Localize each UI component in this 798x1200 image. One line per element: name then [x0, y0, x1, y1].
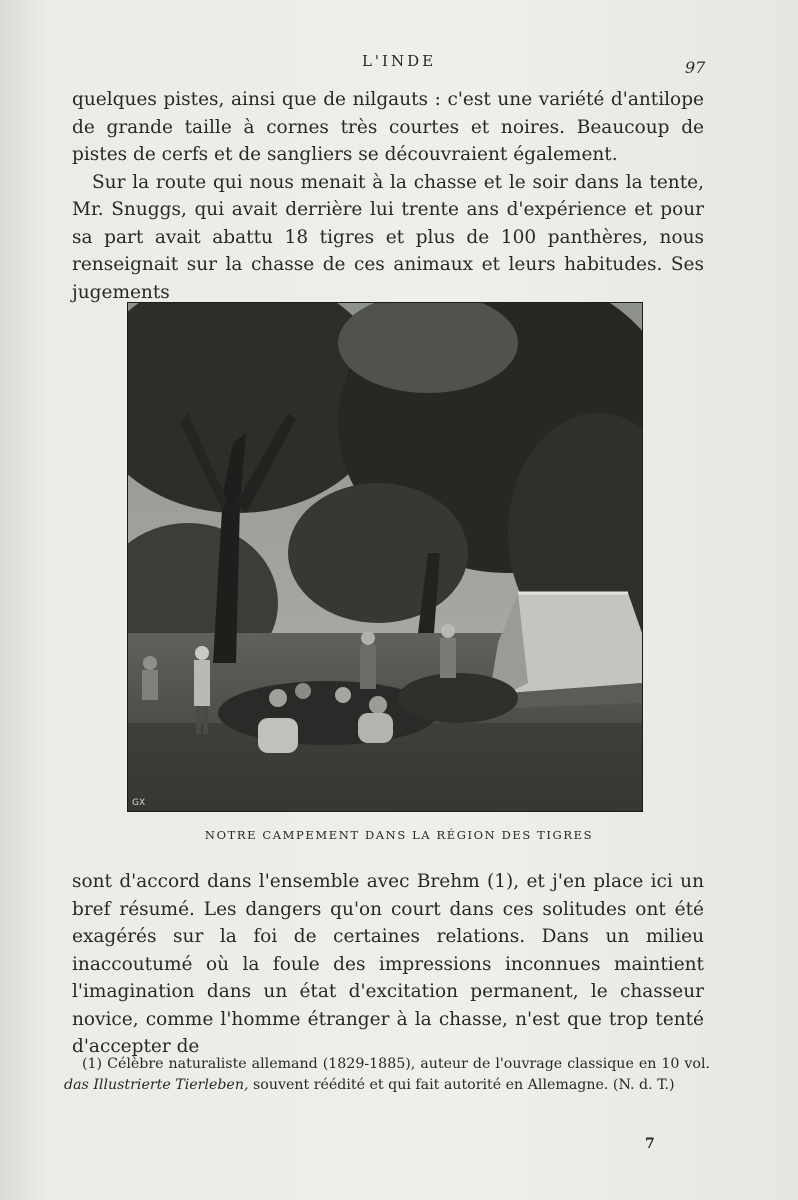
- body-text-bottom: [72, 868, 704, 1061]
- footnote-marker: (1): [82, 1056, 103, 1072]
- footnote-book-title: das Illustrierte Tierleben,: [64, 1077, 249, 1093]
- paragraph: quelques pistes, ainsi que de nilgauts : c'est une variété d'antilope de grande taille à cornes très courtes et noires. Beaucoup de pistes de cerfs et de sangliers se découvraient également.: [72, 89, 704, 165]
- figure-caption: NOTRE CAMPEMENT DANS LA RÉGION DES TIGRES: [204, 828, 594, 842]
- footnote-text-end: souvent réédité et qui fait autorité en Allemagne. (N. d. T.): [253, 1077, 675, 1093]
- footnote: [64, 1054, 710, 1096]
- paragraph: Sur la route qui nous menait à la chasse et le soir dans la tente, Mr. Snuggs, qui avait derrière lui trente ans d'expérience et pour sa part avait abattu 18 tigres et plus de 100 panthères, nous renseignait sur la chasse de ces animaux et leurs habitudes. Ses jugements: [72, 171, 704, 303]
- photo-illustration: [128, 303, 642, 811]
- signature-mark: 7: [645, 1136, 655, 1152]
- footnote-text: Célèbre naturaliste allemand (1829-1885), auteur de l'ouvrage classique en 10 vol.: [107, 1056, 711, 1072]
- campsite-photograph: [127, 302, 643, 812]
- paragraph: sont d'accord dans l'ensemble avec Brehm (1), et j'en place ici un bref résumé. Les dangers qu'on court dans ces solitudes ont été exagérés sur la foi de certaines relations. Dans un milieu inaccoutumé où la foule des impressions inconnues maintient l'imagination dans un état d'excitation permanent, le chasseur novice, comme l'homme étranger à la chasse, n'est que trop tenté d'accepter de: [72, 871, 704, 1057]
- running-head-title: L'INDE: [361, 52, 437, 70]
- page-number: 97: [685, 58, 706, 77]
- body-text-top: [72, 86, 704, 306]
- engraver-monogram: GX: [132, 798, 146, 808]
